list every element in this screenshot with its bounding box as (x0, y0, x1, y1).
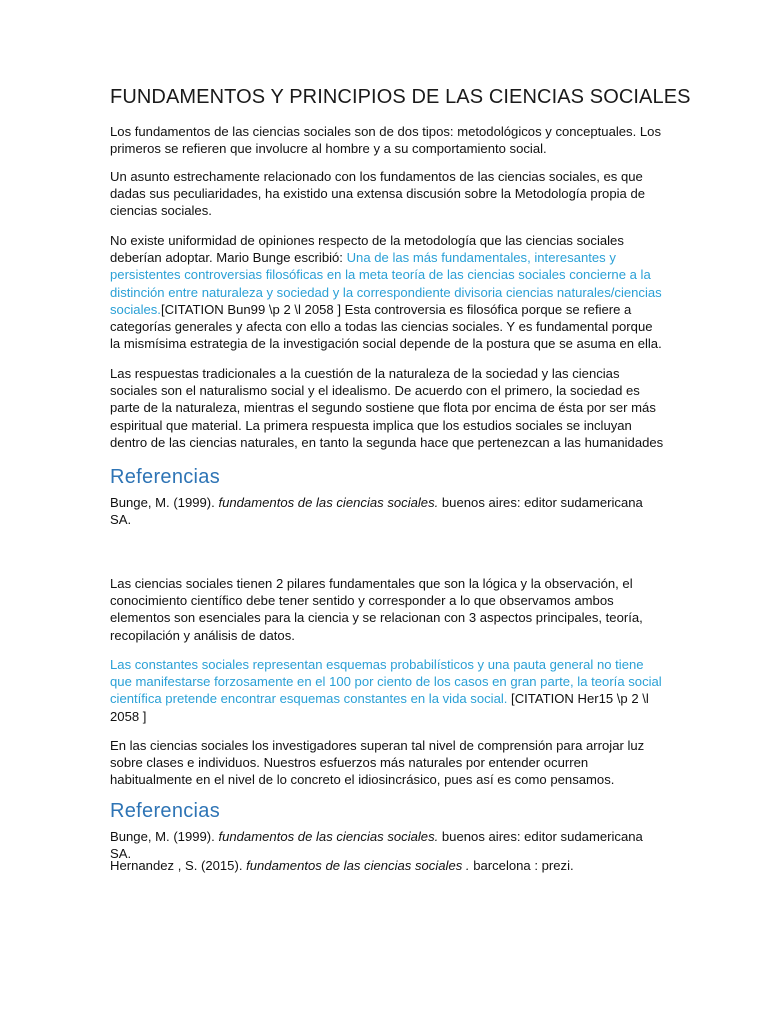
reference-publisher: barcelona : prezi. (469, 858, 574, 873)
paragraph-tipos: Los fundamentos de las ciencias sociales son de dos tipos: metodológicos y conceptuales. Los primeros se refieren que involucre al hombre y a su comportamiento social. (110, 124, 661, 157)
paragraph-text: No existe uniformidad de opiniones respecto de la metodología que las ciencias sociales deberían adoptar. Mario Bunge escribió: (110, 233, 624, 266)
references-heading: Referencias (110, 466, 221, 488)
reference-publisher: buenos aires: editor sudamericana SA. (110, 829, 643, 862)
paragraph-uniformidad (110, 232, 666, 352)
reference-author: Hernandez , S. (2015). (110, 858, 247, 873)
reference-title: fundamentos de las ciencias sociales . (246, 858, 470, 873)
reference-publisher: buenos aires: editor sudamericana SA. (110, 495, 643, 528)
page-title: FUNDAMENTOS Y PRINCIPIOS DE LAS CIENCIAS SOCIALES (110, 86, 691, 108)
paragraph-investigadores: En las ciencias sociales los investigadores superan tal nivel de comprensión para arrojar luz sobre clases e individuos. Nuestros esfuerzos más naturales por entender ocurren habitualmente en el nivel de lo concreto el idiosincrásico, pues así es como pensamos. (110, 738, 645, 788)
reference-title: fundamentos de las ciencias sociales. (218, 829, 439, 844)
references-heading: Referencias (110, 800, 221, 822)
reference-title: fundamentos de las ciencias sociales. (218, 495, 439, 510)
reference-author: Bunge, M. (1999). (110, 829, 219, 844)
reference-author: Bunge, M. (1999). (110, 495, 219, 510)
paragraph-respuestas: Las respuestas tradicionales a la cuestión de la naturaleza de la sociedad y las ciencias sociales son el naturalismo social y el idealismo. De acuerdo con el primero, la sociedad es parte de la naturaleza, mientras el segundo sostiene que flota por encima de ésta por ser más espiritual que material. La primera respuesta implica que los estudios sociales se incluyan dentro de las ciencias naturales, en tanto la segunda hace que pertenezcan a las humanidades (110, 366, 664, 450)
paragraph-text: [CITATION Bun99 \p 2 \l 2058 ] Esta controversia es filosófica porque se refiere a categorías generales y afecta con ello a todas las ciencias sociales. Y es fundamental porque la mismísima estrategia de la investigación social depende de la postura que se asuma en ella. (110, 301, 662, 352)
bunge-quote: Una de las más fundamentales, interesantes y persistentes controversias filosóficas en la meta teoría de las ciencias sociales concierne a la distinción entre naturaleza y sociedad y la correspondiente divisoria ciencias naturales/ciencias sociales. (110, 250, 662, 317)
reference-entry (110, 857, 666, 874)
paragraph-constantes (110, 656, 666, 725)
hernandez-quote: Las constantes sociales representan esquemas probabilísticos y una pauta general no tiene que manifestarse forzosamente en el 100 por ciento de los casos en gran parte, la teoría social científica pretende encontrar esquemas constantes en la vida social. (110, 657, 662, 707)
paragraph-pilares: Las ciencias sociales tienen 2 pilares fundamentales que son la lógica y la observación, el conocimiento científico debe tener sentido y corresponder a lo que observamos ambos elementos son esenciales para la ciencia y se relacionan con 3 aspectos principales, teoría, recopilación y análisis de datos. (110, 576, 643, 643)
paragraph-asunto: Un asunto estrechamente relacionado con los fundamentos de las ciencias sociales, es que dadas sus peculiaridades, ha existido una extensa discusión sobre la Metodología propia de ciencias sociales. (110, 169, 646, 219)
reference-entry (110, 494, 666, 528)
paragraph-text: [CITATION Her15 \p 2 \l 2058 ] (110, 691, 649, 724)
